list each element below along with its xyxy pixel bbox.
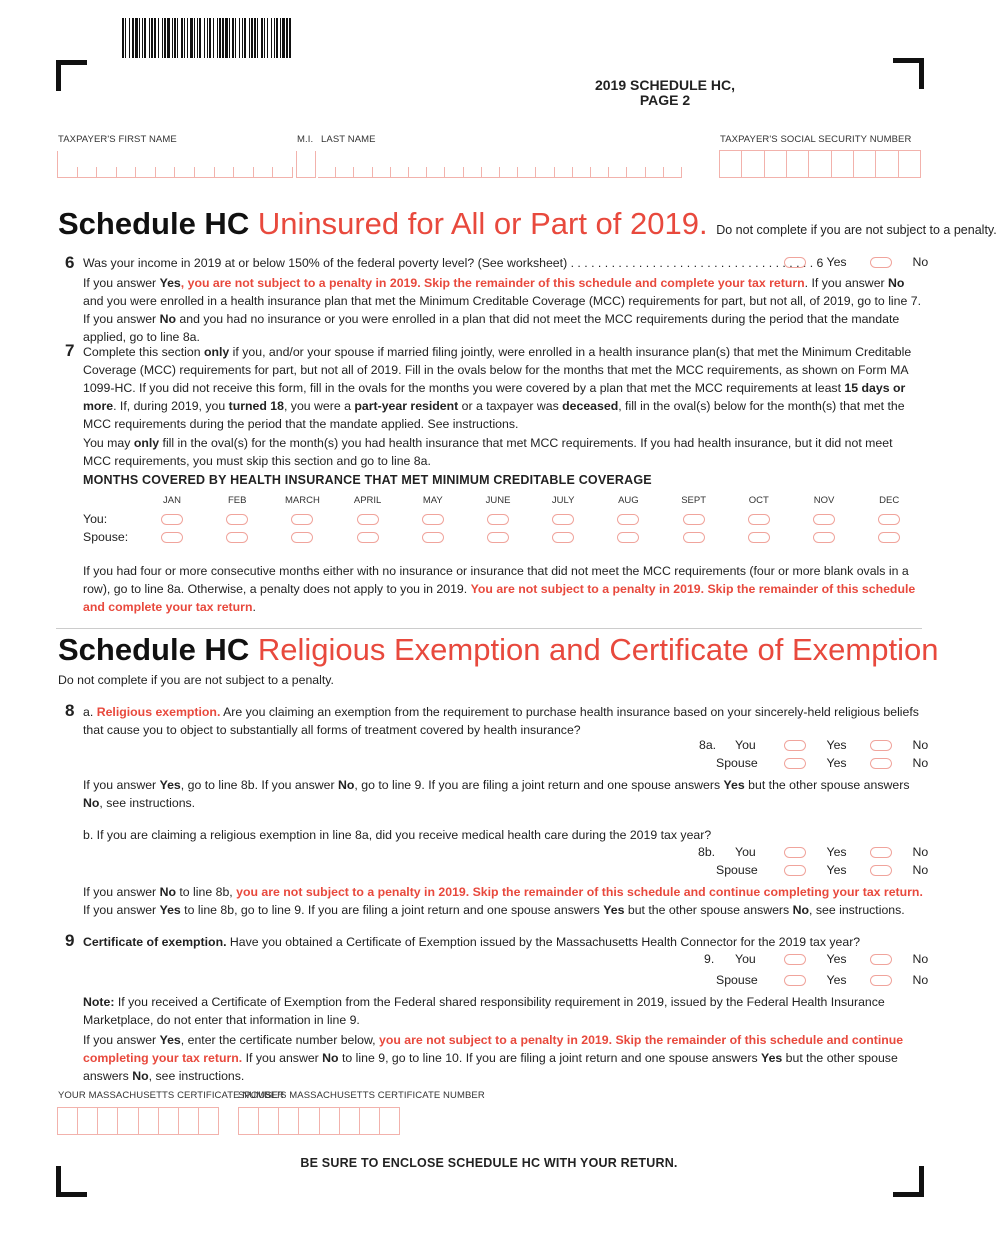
barcode xyxy=(122,18,422,58)
month-header-june: JUNE xyxy=(485,495,511,506)
line-8a-spouse-yes[interactable]: Yes xyxy=(784,756,847,770)
spouse-month-oval-feb[interactable] xyxy=(226,532,248,543)
mi-field[interactable] xyxy=(296,151,316,178)
mi-label: M.I. xyxy=(297,134,314,145)
line-9-spouse-yes[interactable]: Yes xyxy=(784,973,847,987)
month-header-march: MARCH xyxy=(284,495,320,506)
line-8b-spouse-no[interactable]: No xyxy=(870,863,928,877)
month-header-jan: JAN xyxy=(163,495,181,506)
oval[interactable] xyxy=(870,865,892,876)
spouse-month-oval-april[interactable] xyxy=(357,532,379,543)
spouse-month-oval-sept[interactable] xyxy=(683,532,705,543)
line-6-instructions: If you answer Yes, you are not subject to a penalty in 2019. Skip the remainder of this schedule and complete your tax return. If you answer No and you were enrolled in a health insurance plan that met the Minimum Creditable Coverage (MCC) requirements for part, but not all, of 2019, go to line 7. If you answer No and you had no insurance or you were enrolled in a plan that did not meet the MCC requirements during the period that the mandate applied, go to line 8a. xyxy=(83,276,922,344)
spouse-month-oval-nov[interactable] xyxy=(813,532,835,543)
last-name-field[interactable] xyxy=(318,151,682,178)
you-month-oval-dec[interactable] xyxy=(878,514,900,525)
month-header-july: JULY xyxy=(551,495,575,506)
line-8a-you-yes[interactable]: Yes xyxy=(784,738,847,752)
line-8b-you-label: You xyxy=(735,845,756,859)
spouse-month-oval-oct[interactable] xyxy=(748,532,770,543)
spouse-month-oval-aug[interactable] xyxy=(617,532,639,543)
spouse-month-oval-june[interactable] xyxy=(487,532,509,543)
line-9-you-no[interactable]: No xyxy=(870,952,928,966)
registration-mark-bottom-right xyxy=(893,1166,924,1197)
oval[interactable] xyxy=(784,954,806,965)
you-month-oval-july[interactable] xyxy=(552,514,574,525)
oval[interactable] xyxy=(870,954,892,965)
spouse-month-oval-may[interactable] xyxy=(422,532,444,543)
registration-mark-bottom-left xyxy=(56,1166,87,1197)
month-header-feb: FEB xyxy=(227,495,247,506)
month-header-april: APRIL xyxy=(353,495,382,506)
registration-mark-top-right xyxy=(893,58,924,89)
your-cert-label: YOUR MASSACHUSETTS CERTIFICATE NUMBER xyxy=(58,1090,285,1101)
line-9-code: 9. xyxy=(704,952,715,966)
line-7-penalty-note: If you had four or more consecutive months either with no insurance or insurance that did not meet the MCC requirements (four or more blank ovals in a row), go to line 8a. Otherwise, a penalty does not apply to you in 2019. You are not subject to a penalty in 2019. Skip the remainder of this schedule and complete your tax return. xyxy=(83,564,916,614)
line-9-spouse-no[interactable]: No xyxy=(870,973,928,987)
line-9-you-label: You xyxy=(735,952,756,966)
line-9-spouse-label: Spouse xyxy=(716,973,758,987)
oval[interactable] xyxy=(870,975,892,986)
you-month-oval-aug[interactable] xyxy=(617,514,639,525)
line-8a-code: 8a. xyxy=(699,738,717,752)
line-6-number: 6 xyxy=(65,253,75,272)
line-8a-spouse-label: Spouse xyxy=(716,756,758,770)
line-6-question: Was your income in 2019 at or below 150% of the federal poverty level? (See worksheet) . . . . . . . . . . . . . . . . . . . . . . . . . . . . . . . . . . . . 6 xyxy=(83,256,824,270)
section-religious-heading xyxy=(58,632,938,668)
you-month-oval-march[interactable] xyxy=(291,514,313,525)
line-9-note: Note: If you received a Certificate of Exemption from the Federal shared responsibility requirement in 2019, issued by the Federal Health Insurance Marketplace, do not enter that information in line 9. xyxy=(83,995,885,1027)
line-8b-code: 8b. xyxy=(698,845,716,859)
oval[interactable] xyxy=(784,257,806,268)
oval[interactable] xyxy=(870,740,892,751)
line-8b-spouse-label: Spouse xyxy=(716,863,758,877)
month-header-may: MAY xyxy=(422,495,443,506)
oval[interactable] xyxy=(784,758,806,769)
ssn-label: TAXPAYER'S SOCIAL SECURITY NUMBER xyxy=(720,134,912,145)
line-7-instructions: Complete this section only if you, and/or your spouse if married filing jointly, were enrolled in a health insurance plan(s) that met the Minimum Creditable Coverage (MCC) requirements for part, but not all of 2019. Fill in the ovals below for the months that met the MCC requirements, as shown on Form MA 1099-HC. If you did not receive this form, fill in the ovals for the months you were covered by a plan that met the MCC requirements at least 15 days or more. If, during 2019, you turned 18, you were a part-year resident or a taxpayer was deceased, fill in the oval(s) below for the month(s) that met the MCC requirements during the period that the mandate applied. See instructions. xyxy=(83,345,912,431)
oval[interactable] xyxy=(870,257,892,268)
line-9-number: 9 xyxy=(65,931,75,950)
you-row-label: You: xyxy=(83,512,108,526)
oval[interactable] xyxy=(784,847,806,858)
month-header-sept: SEPT xyxy=(681,495,706,506)
no-label: No xyxy=(912,255,929,269)
form-title-line1: 2019 SCHEDULE HC, xyxy=(594,77,736,93)
month-header-dec: DEC xyxy=(879,495,900,506)
spouse-month-oval-jan[interactable] xyxy=(161,532,183,543)
heading-bold: Schedule HC xyxy=(58,632,250,667)
line-8a-instructions: If you answer Yes, go to line 8b. If you answer No, go to line 9. If you are filing a joint return and one spouse answers Yes but the other spouse answers No, see instructions. xyxy=(83,778,910,810)
heading-red: Religious Exemption and Certificate of Exemption xyxy=(257,632,939,667)
you-month-oval-april[interactable] xyxy=(357,514,379,525)
spouse-month-oval-dec[interactable] xyxy=(878,532,900,543)
you-month-oval-oct[interactable] xyxy=(748,514,770,525)
footer-note: BE SURE TO ENCLOSE SCHEDULE HC WITH YOUR RETURN. xyxy=(300,1156,678,1170)
your-cert-number-field[interactable] xyxy=(57,1107,219,1135)
you-month-oval-jan[interactable] xyxy=(161,514,183,525)
line-6-no-option[interactable] xyxy=(870,255,928,269)
heading-red: Uninsured for All or Part of 2019. xyxy=(257,206,708,241)
heading-note: Do not complete if you are not subject to a penalty. xyxy=(716,223,997,237)
line-8b-you-yes[interactable]: Yes xyxy=(784,845,847,859)
divider xyxy=(56,628,922,629)
you-month-oval-june[interactable] xyxy=(487,514,509,525)
first-name-field[interactable] xyxy=(57,151,293,178)
oval[interactable] xyxy=(870,758,892,769)
line-8a-question: a. Religious exemption. Are you claiming an exemption from the requirement to purchase health insurance based on your sincerely-held religious beliefs that cause you to object to substantially all forms of treatment covered by health insurance? xyxy=(83,705,919,737)
you-month-oval-may[interactable] xyxy=(422,514,444,525)
you-month-oval-sept[interactable] xyxy=(683,514,705,525)
line-9-you-yes[interactable]: Yes xyxy=(784,952,847,966)
line-8a-spouse-no[interactable]: No xyxy=(870,756,928,770)
months-title: MONTHS COVERED BY HEALTH INSURANCE THAT MET MINIMUM CREDITABLE COVERAGE xyxy=(83,473,652,487)
line-9-question: Certificate of exemption. Have you obtained a Certificate of Exemption issued by the Massachusetts Health Connector for the 2019 tax year? xyxy=(83,935,861,949)
you-month-oval-nov[interactable] xyxy=(813,514,835,525)
month-header-aug: AUG xyxy=(618,495,639,506)
oval[interactable] xyxy=(784,975,806,986)
oval[interactable] xyxy=(784,740,806,751)
month-header-oct: OCT xyxy=(748,495,769,506)
line-6-yes-option[interactable] xyxy=(784,255,847,269)
spouse-month-oval-july[interactable] xyxy=(552,532,574,543)
ssn-field[interactable] xyxy=(719,150,921,178)
line-8b-instructions: If you answer No to line 8b, you are not subject to a penalty in 2019. Skip the remainder of this schedule and continue completing your tax return. If you answer Yes to line 8b, go to line 9. If you are filing a joint return and one spouse answers Yes but the other spouse answers No, see instructions. xyxy=(83,885,923,917)
line-8a-you-no[interactable]: No xyxy=(870,738,928,752)
oval[interactable] xyxy=(870,847,892,858)
line-8b-spouse-yes[interactable]: Yes xyxy=(784,863,847,877)
line-9-instructions: If you answer Yes, enter the certificate number below, you are not subject to a penalty in 2019. Skip the remainder of this schedule and continue completing your tax return. If you answer No to line 9, go to line 10. If you are filing a joint return and one spouse answers Yes but the other spouse answers No, see instructions. xyxy=(83,1033,904,1083)
last-name-label: LAST NAME xyxy=(321,134,376,145)
line-8b-question: b. If you are claiming a religious exemption in line 8a, did you receive medical health care during the 2019 tax year? xyxy=(83,828,712,842)
line-7-only-note: You may only fill in the oval(s) for the month(s) you had health insurance that met MCC requirements. If you had health insurance, but it did not meet MCC requirements, you must skip this section and go to line 8a. xyxy=(83,436,893,468)
line-8a-you-label: You xyxy=(735,738,756,752)
first-name-label: TAXPAYER'S FIRST NAME xyxy=(58,134,177,145)
line-7-number: 7 xyxy=(65,341,75,360)
line-8-number: 8 xyxy=(65,701,75,720)
heading-bold: Schedule HC xyxy=(58,206,250,241)
section-uninsured-heading xyxy=(58,206,997,242)
form-title xyxy=(575,78,755,108)
spouse-row-label: Spouse: xyxy=(83,530,129,544)
spouse-month-oval-march[interactable] xyxy=(291,532,313,543)
month-header-nov: NOV xyxy=(813,495,835,506)
section-religious-note: Do not complete if you are not subject to a penalty. xyxy=(58,673,334,687)
yes-label: Yes xyxy=(826,255,847,269)
line-8b-you-no[interactable]: No xyxy=(870,845,928,859)
oval[interactable] xyxy=(784,865,806,876)
spouse-cert-label: SPOUSE'S MASSACHUSETTS CERTIFICATE NUMBER xyxy=(238,1090,485,1101)
spouse-cert-number-field[interactable] xyxy=(238,1107,400,1135)
you-month-oval-feb[interactable] xyxy=(226,514,248,525)
form-title-line2: PAGE 2 xyxy=(639,92,691,108)
registration-mark-top-left xyxy=(56,60,87,91)
